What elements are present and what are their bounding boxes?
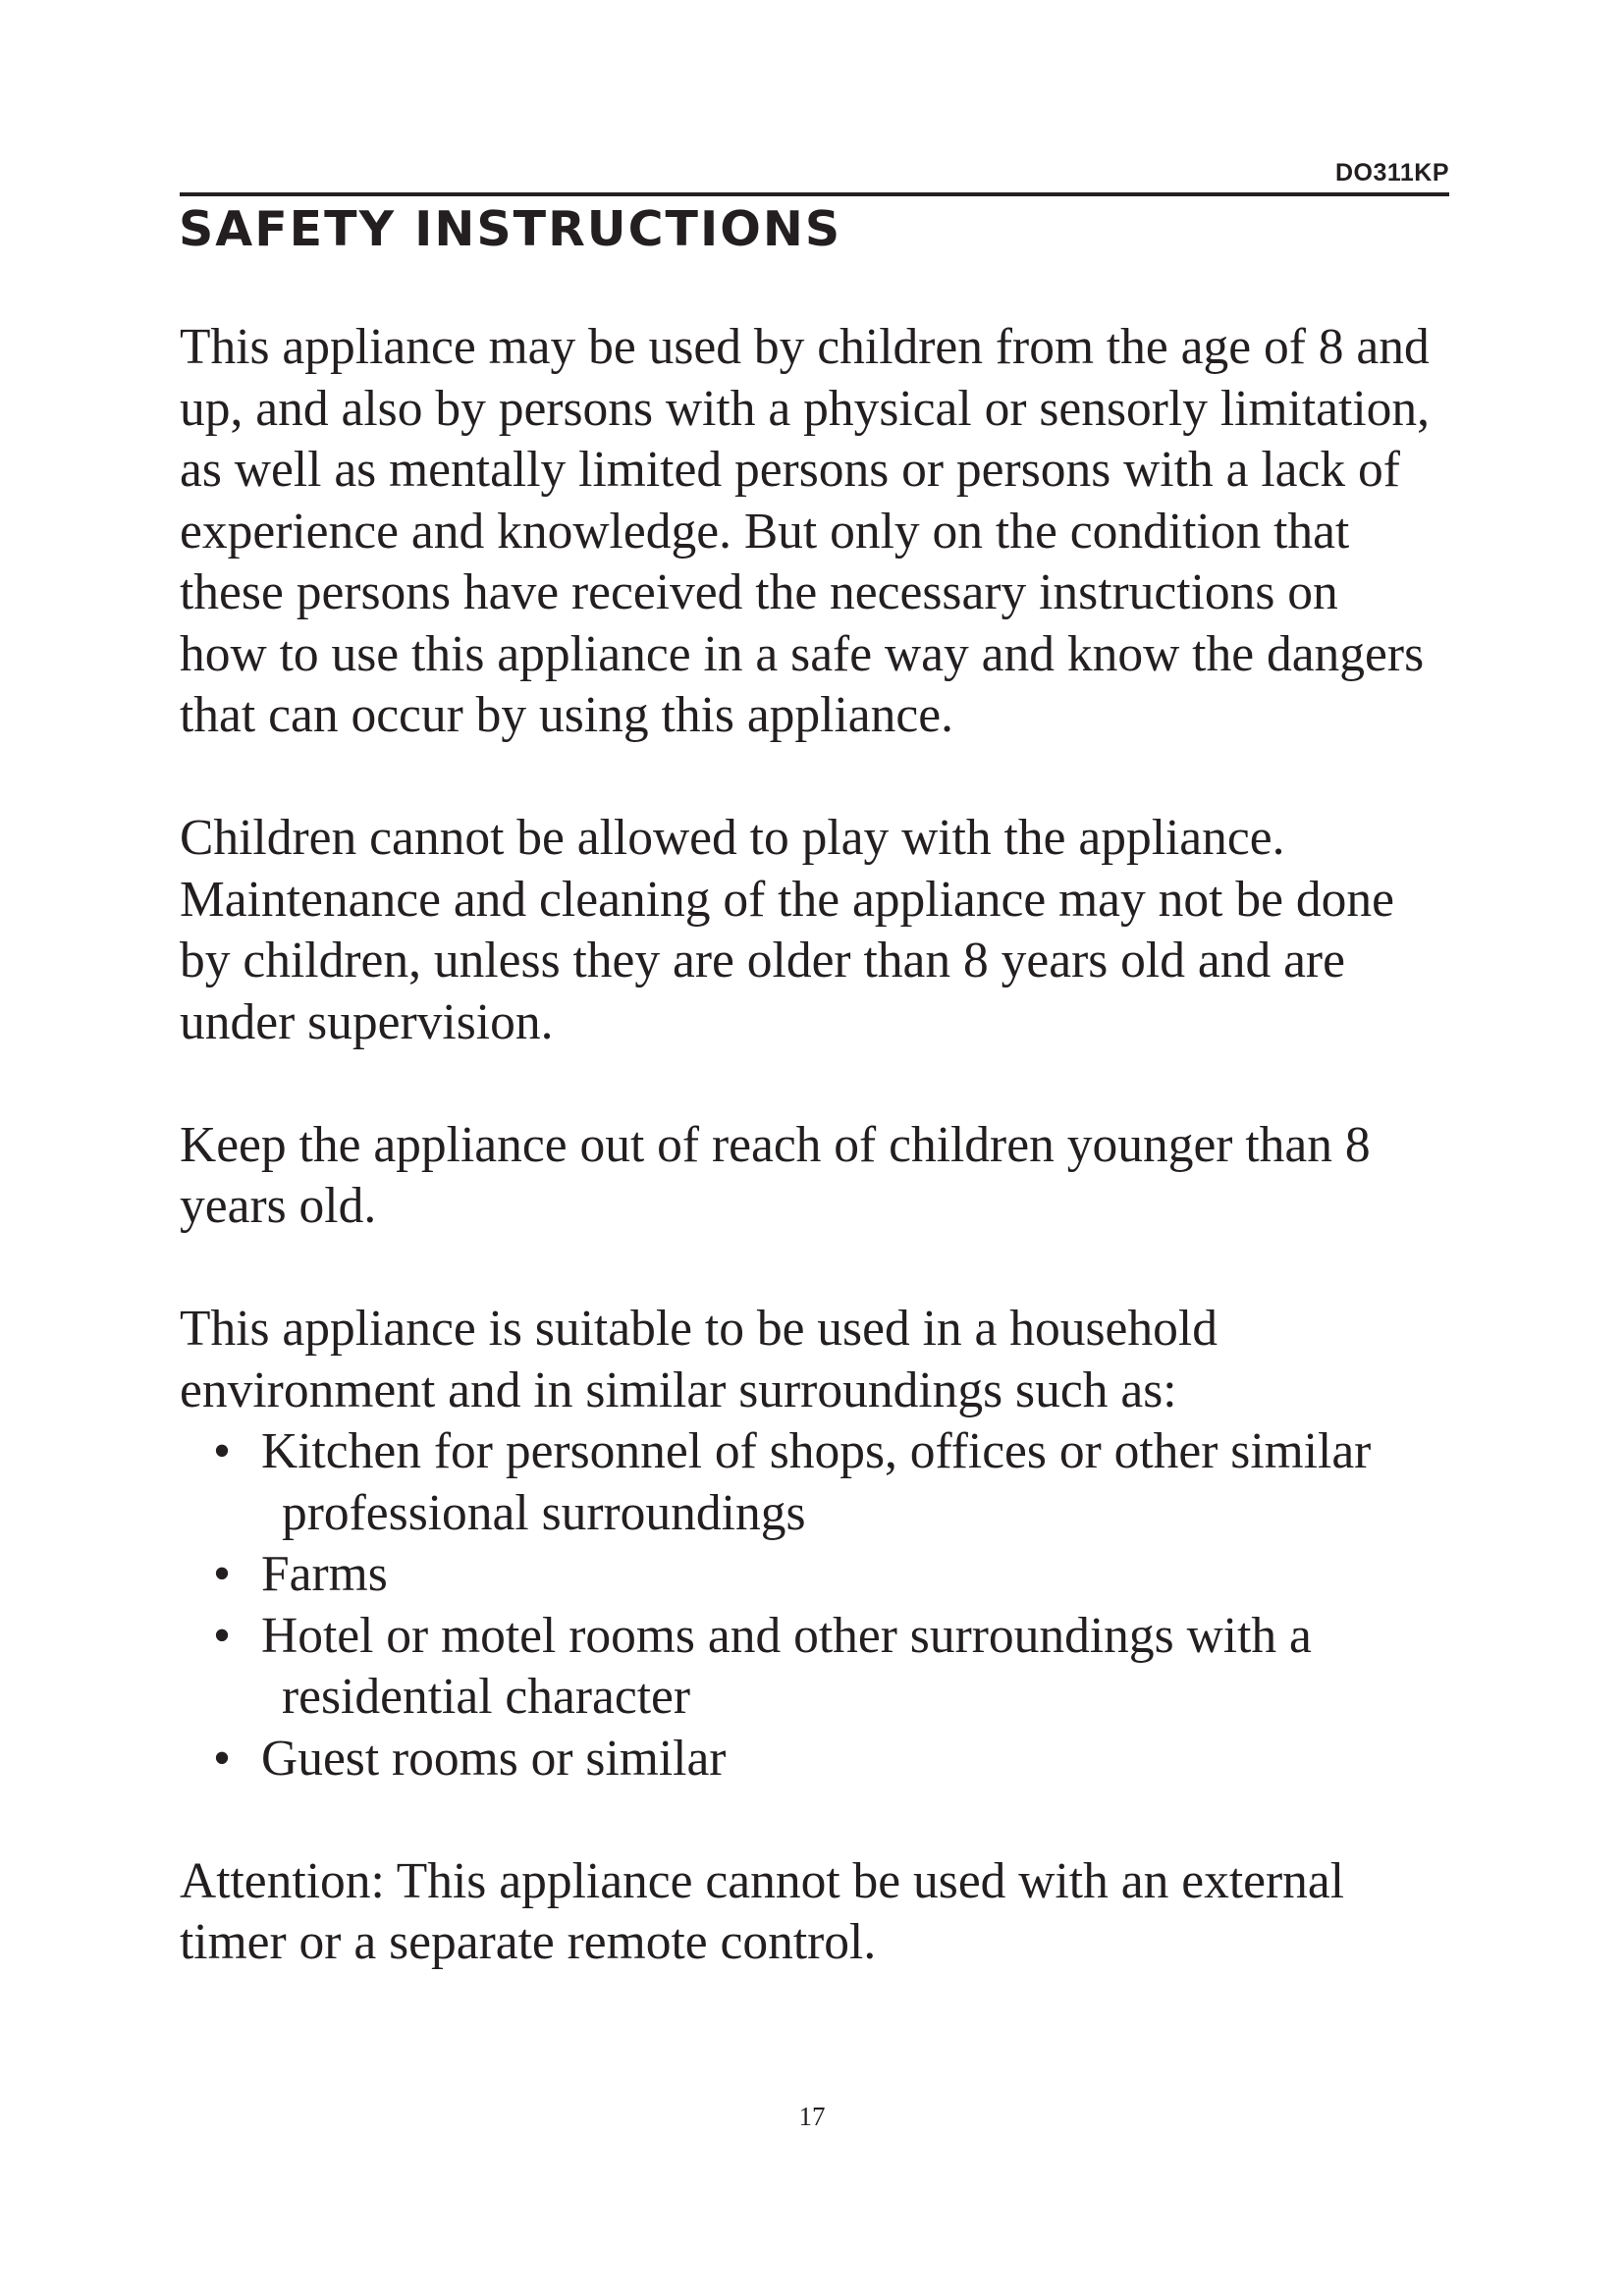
list-item <box>180 1421 1476 1544</box>
list-item <box>180 1729 1476 1790</box>
list-item-continuation: professional surroundings <box>282 1484 806 1541</box>
text-line: by children, unless they are older than 8 years old and are <box>180 933 1345 988</box>
page-number: 17 <box>798 2102 826 2131</box>
text-line: years old. <box>180 1178 377 1234</box>
text-line: Keep the appliance out of reach of children younger than 8 <box>180 1116 1371 1173</box>
paragraph-out-of-reach <box>180 1115 1476 1238</box>
bullet-icon: • <box>213 1607 232 1664</box>
list-item-text: Kitchen for personnel of shops, offices or other similar <box>261 1423 1372 1479</box>
document-body <box>180 317 1476 2035</box>
header-rule <box>180 192 1449 196</box>
paragraph-age-limit <box>180 317 1476 747</box>
text-line: Maintenance and cleaning of the appliance may not be done <box>180 871 1394 928</box>
text-line: these persons have received the necessary instructions on <box>180 564 1338 620</box>
paragraph-household-use <box>180 1299 1476 1421</box>
model-code: DO311KP <box>1334 159 1449 187</box>
list-item-text: Hotel or motel rooms and other surroundings with a <box>261 1607 1312 1664</box>
surroundings-list <box>180 1421 1476 1789</box>
list-item <box>180 1544 1476 1606</box>
text-line: environment and in similar surroundings such as: <box>180 1362 1177 1418</box>
text-line: under supervision. <box>180 993 554 1050</box>
text-line: timer or a separate remote control. <box>180 1914 877 1970</box>
paragraph-attention <box>180 1851 1476 1974</box>
bullet-icon: • <box>213 1730 232 1787</box>
list-item-text: Farms <box>261 1546 388 1602</box>
bullet-icon: • <box>213 1423 232 1479</box>
text-line: up, and also by persons with a physical or sensorly limitation, <box>180 380 1431 437</box>
text-line: This appliance may be used by children from the age of 8 and <box>180 319 1430 375</box>
list-item <box>180 1606 1476 1729</box>
text-line: that can occur by using this appliance. <box>180 687 953 743</box>
text-line: experience and knowledge. But only on the condition that <box>180 503 1350 560</box>
text-line: This appliance is suitable to be used in a household <box>180 1301 1218 1357</box>
text-line: Attention: This appliance cannot be used with an external <box>180 1852 1345 1909</box>
list-item-continuation: residential character <box>282 1669 691 1725</box>
bullet-icon: • <box>213 1546 232 1602</box>
list-item-text: Guest rooms or similar <box>261 1730 727 1787</box>
text-line: Children cannot be allowed to play with the appliance. <box>180 810 1285 866</box>
text-line: as well as mentally limited persons or persons with a lack of <box>180 442 1400 498</box>
paragraph-children-play <box>180 808 1476 1053</box>
page-title: SAFETY INSTRUCTIONS <box>179 201 842 257</box>
text-line: how to use this appliance in a safe way and know the dangers <box>180 625 1425 682</box>
